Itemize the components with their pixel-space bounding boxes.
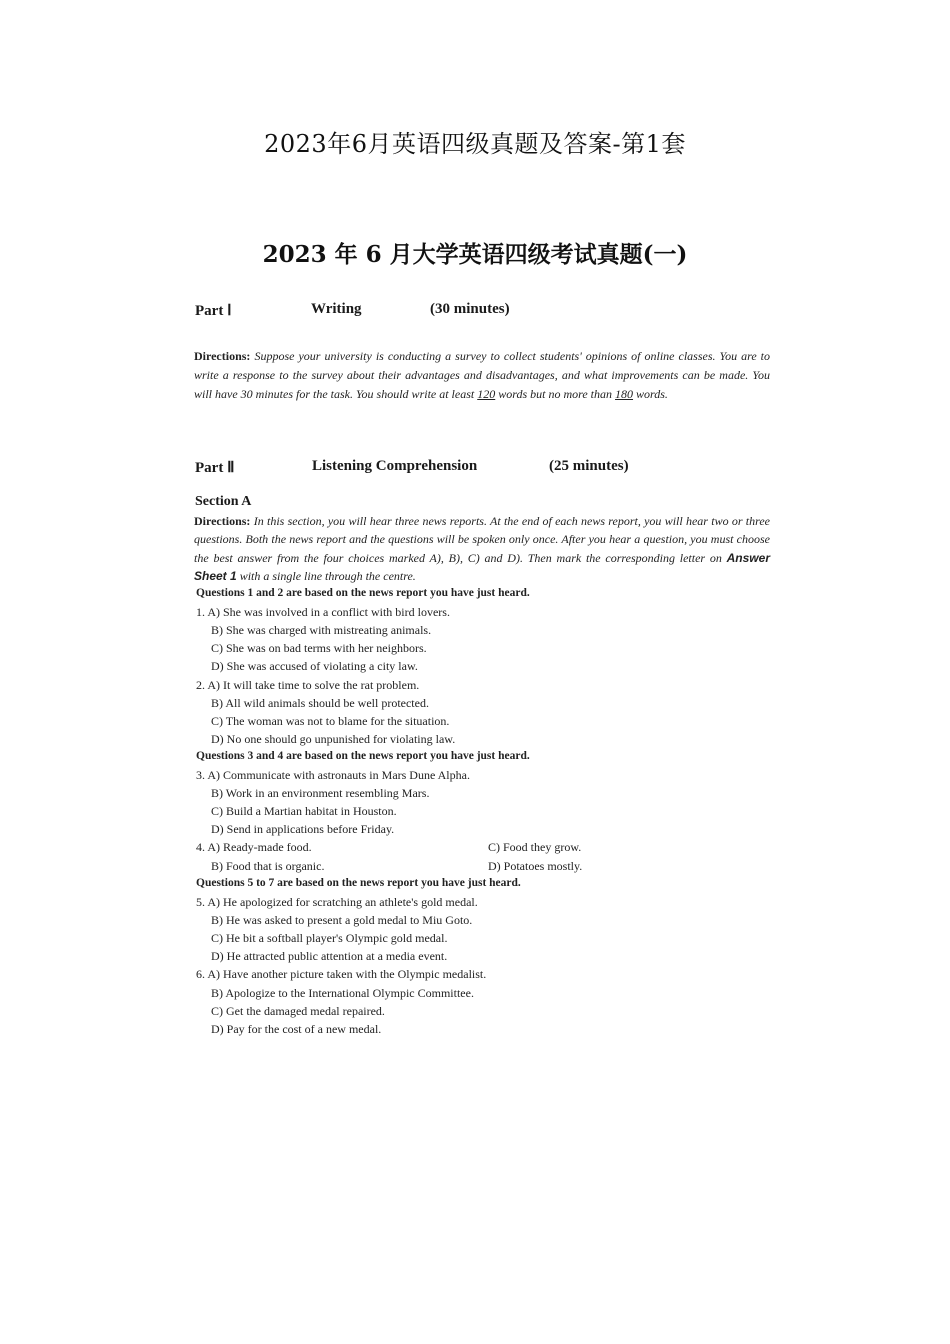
- q5-option-c: C) He bit a softball player's Olympic gold medal.: [211, 931, 448, 945]
- part1-directions-label: Directions:: [194, 349, 251, 363]
- part2-directions-text-a: In this section, you will hear three news reports. At the end of each news report, you will hear two or three questions. Both the news report and the questions will be spoken only once. After you hear a question, you must choose the best answer from the four choices marked A), B), C) and D). Then mark the corresponding letter on: [194, 514, 771, 565]
- part2-label: Part Ⅱ: [195, 460, 235, 476]
- part2-directions-label: Directions:: [194, 514, 251, 528]
- answer-sheet-label: Answer Sheet 1: [194, 550, 770, 583]
- part1-name: Writing: [311, 301, 362, 317]
- q2-option-d: D) No one should go unpunished for violating law.: [211, 732, 456, 746]
- q6-option-d: D) Pay for the cost of a new medal.: [211, 1022, 382, 1036]
- part1-directions-text-c: words.: [636, 387, 668, 402]
- q2-option-a: 2. A) It will take time to solve the rat problem.: [196, 678, 420, 692]
- part1-time: (30 minutes): [430, 301, 510, 317]
- q2-option-b: B) All wild animals should be well protected.: [211, 696, 429, 710]
- exam-title: 2023 年 6 月大学英语四级考试真题(一): [262, 241, 688, 268]
- q4-option-d: D) Potatoes mostly.: [488, 859, 583, 873]
- part1-directions: [194, 347, 770, 405]
- q3-option-a: 3. A) Communicate with astronauts in Mars Dune Alpha.: [196, 768, 470, 782]
- q2-option-c: C) The woman was not to blame for the situation.: [211, 714, 450, 728]
- part2-directions-text-b: with a single line through the centre.: [239, 568, 416, 583]
- part1-directions-text-a: Suppose your university is conducting a survey to collect students' opinions of online classes. You are to write a response to the survey about their advantages and disadvantages, and what improvements can be made. You will have 30 minutes for the task. You should write at least: [194, 349, 770, 402]
- q5-option-d: D) He attracted public attention at a media event.: [211, 949, 448, 963]
- part1-directions-text-b: words but no more than: [498, 387, 613, 402]
- part2-name: Listening Comprehension: [312, 458, 478, 474]
- part1-max-words: 180: [615, 387, 634, 402]
- part1-min-words: 120: [477, 387, 496, 402]
- q4-option-a: 4. A) Ready-made food.: [196, 840, 312, 854]
- q1-option-b: B) She was charged with mistreating animals.: [211, 623, 432, 637]
- section-a-title: Section A: [195, 494, 252, 509]
- document-header-title: 2023年6月英语四级真题及答案-第1套: [264, 130, 686, 158]
- q6-option-c: C) Get the damaged medal repaired.: [211, 1004, 385, 1018]
- q5-option-b: B) He was asked to present a gold medal to Miu Goto.: [211, 913, 473, 927]
- part2-directions: [194, 512, 770, 585]
- q1-option-c: C) She was on bad terms with her neighbors.: [211, 641, 427, 655]
- group-heading-2: Questions 3 and 4 are based on the news report you have just heard.: [196, 750, 530, 762]
- part2-time: (25 minutes): [549, 458, 629, 474]
- part1-label: Part Ⅰ: [195, 303, 232, 319]
- q1-option-d: D) She was accused of violating a city law.: [211, 659, 418, 673]
- q4-option-c: C) Food they grow.: [488, 840, 582, 854]
- q3-option-d: D) Send in applications before Friday.: [211, 822, 395, 836]
- q6-option-a: 6. A) Have another picture taken with the Olympic medalist.: [196, 967, 487, 981]
- q5-option-a: 5. A) He apologized for scratching an athlete's gold medal.: [196, 895, 478, 909]
- group-heading-1: Questions 1 and 2 are based on the news report you have just heard.: [196, 587, 530, 599]
- q6-option-b: B) Apologize to the International Olympic Committee.: [211, 986, 474, 1000]
- group-heading-3: Questions 5 to 7 are based on the news report you have just heard.: [196, 877, 521, 889]
- q3-option-b: B) Work in an environment resembling Mars.: [211, 786, 430, 800]
- q3-option-c: C) Build a Martian habitat in Houston.: [211, 804, 397, 818]
- q1-option-a: 1. A) She was involved in a conflict with bird lovers.: [196, 605, 450, 619]
- q4-option-b: B) Food that is organic.: [211, 859, 325, 873]
